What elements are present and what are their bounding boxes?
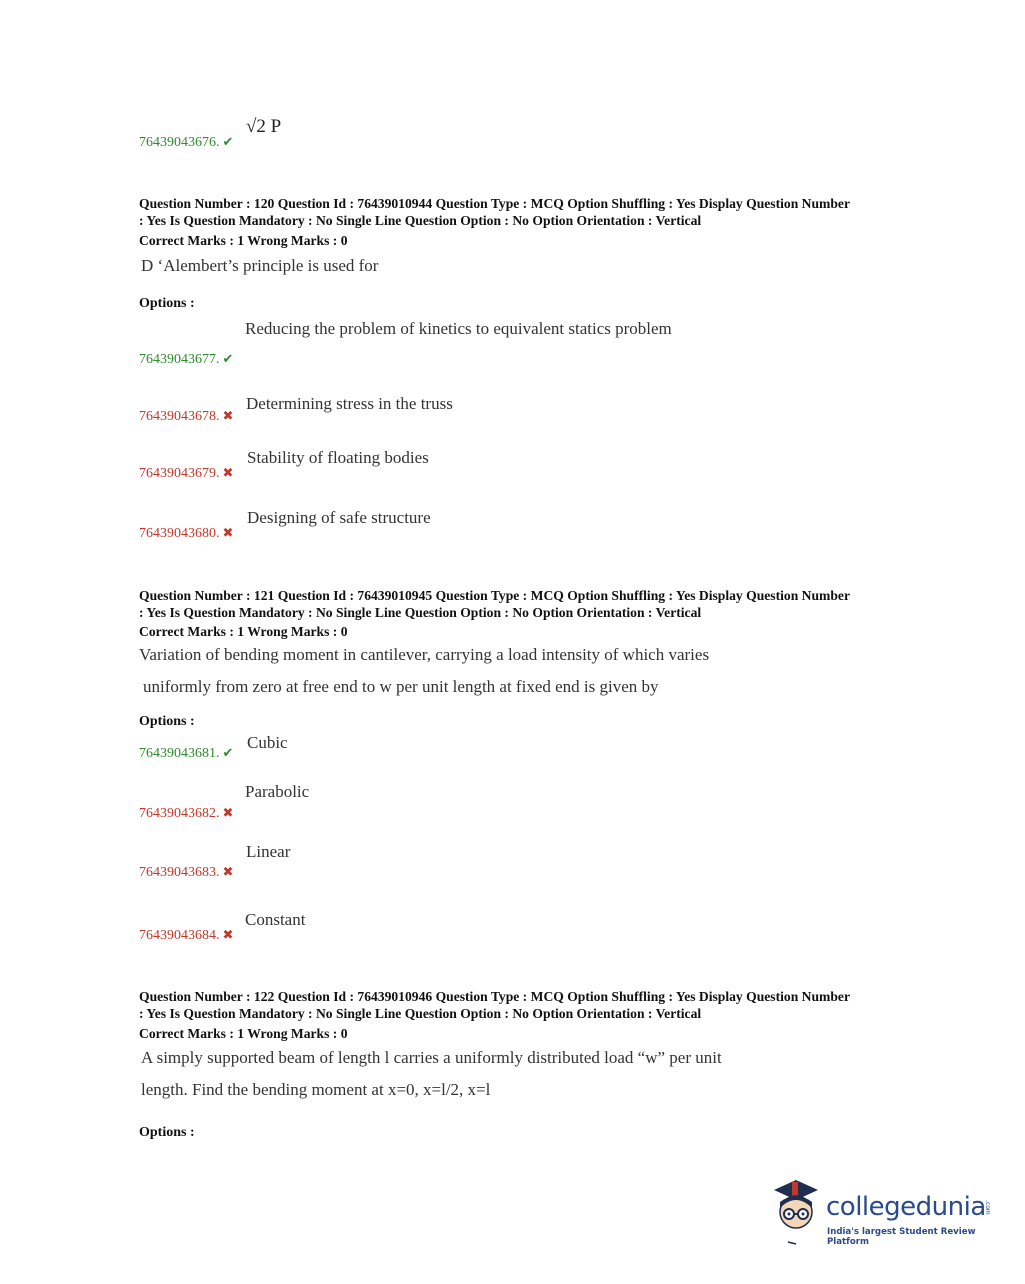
- question-text: uniformly from zero at free end to w per unit length at fixed end is given by: [143, 677, 659, 696]
- options-label: Options :: [139, 1125, 195, 1140]
- option-text: Reducing the problem of kinetics to equivalent statics problem: [245, 319, 672, 338]
- question-text: length. Find the bending moment at x=0, x=l/2, x=l: [141, 1080, 491, 1099]
- question-text: A simply supported beam of length l carries a uniformly distributed load “w” per unit: [141, 1048, 722, 1067]
- check-icon: ✔: [222, 745, 234, 760]
- check-icon: ✔: [222, 134, 234, 149]
- cross-icon: ✖: [222, 927, 234, 942]
- check-icon: ✔: [222, 351, 234, 366]
- options-label: Options :: [139, 714, 195, 729]
- option-id: 76439043678. ✖: [139, 408, 234, 424]
- option-text: Stability of floating bodies: [247, 448, 429, 467]
- logo-name: collegedunia: [826, 1192, 986, 1222]
- collegedunia-logo: [766, 1176, 996, 1248]
- logo-suffix: .com: [984, 1200, 991, 1215]
- question-marks: Correct Marks : 1 Wrong Marks : 0: [139, 1026, 348, 1041]
- question-meta: Question Number : 121 Question Id : 76439010945 Question Type : MCQ Option Shuffling : Yes Display Question Number : Yes Is Question Mandatory : No Single Line Question Option : No Option Orientation : Vertical: [139, 588, 850, 620]
- option-id: 76439043677. ✔: [139, 351, 234, 367]
- cross-icon: ✖: [222, 465, 234, 480]
- question-meta: Question Number : 122 Question Id : 76439010946 Question Type : MCQ Option Shuffling : Yes Display Question Number : Yes Is Question Mandatory : No Single Line Question Option : No Option Orientation : Vertical: [139, 989, 850, 1021]
- cross-icon: ✖: [222, 525, 234, 540]
- option-text: Constant: [245, 910, 306, 929]
- option-id: 76439043683. ✖: [139, 864, 234, 880]
- option-id: 76439043680. ✖: [139, 525, 234, 541]
- option-text: Parabolic: [245, 782, 310, 801]
- option-text: Determining stress in the truss: [246, 394, 453, 413]
- question-text: D ‘Alembert’s principle is used for: [141, 256, 379, 275]
- option-text: √2 P: [246, 116, 282, 137]
- question-meta: Question Number : 120 Question Id : 76439010944 Question Type : MCQ Option Shuffling : Yes Display Question Number : Yes Is Question Mandatory : No Single Line Question Option : No Option Orientation : Vertical: [139, 196, 850, 228]
- question-marks: Correct Marks : 1 Wrong Marks : 0: [139, 233, 348, 248]
- option-id: 76439043681. ✔: [139, 745, 234, 761]
- option-id: 76439043682. ✖: [139, 805, 234, 821]
- option-text: Linear: [246, 842, 291, 861]
- cross-icon: ✖: [222, 408, 234, 423]
- mascot-icon: [766, 1176, 826, 1248]
- question-text: Variation of bending moment in cantilever, carrying a load intensity of which varies: [139, 645, 710, 664]
- options-label: Options :: [139, 296, 195, 311]
- option-id: 76439043676. ✔: [139, 134, 234, 150]
- option-id: 76439043679. ✖: [139, 465, 234, 481]
- cross-icon: ✖: [222, 805, 234, 820]
- option-text: Designing of safe structure: [247, 508, 431, 527]
- option-text: Cubic: [247, 733, 288, 752]
- logo-tagline: India's largest Student Review Platform: [827, 1227, 976, 1247]
- question-marks: Correct Marks : 1 Wrong Marks : 0: [139, 624, 348, 639]
- option-id: 76439043684. ✖: [139, 927, 234, 943]
- cross-icon: ✖: [222, 864, 234, 879]
